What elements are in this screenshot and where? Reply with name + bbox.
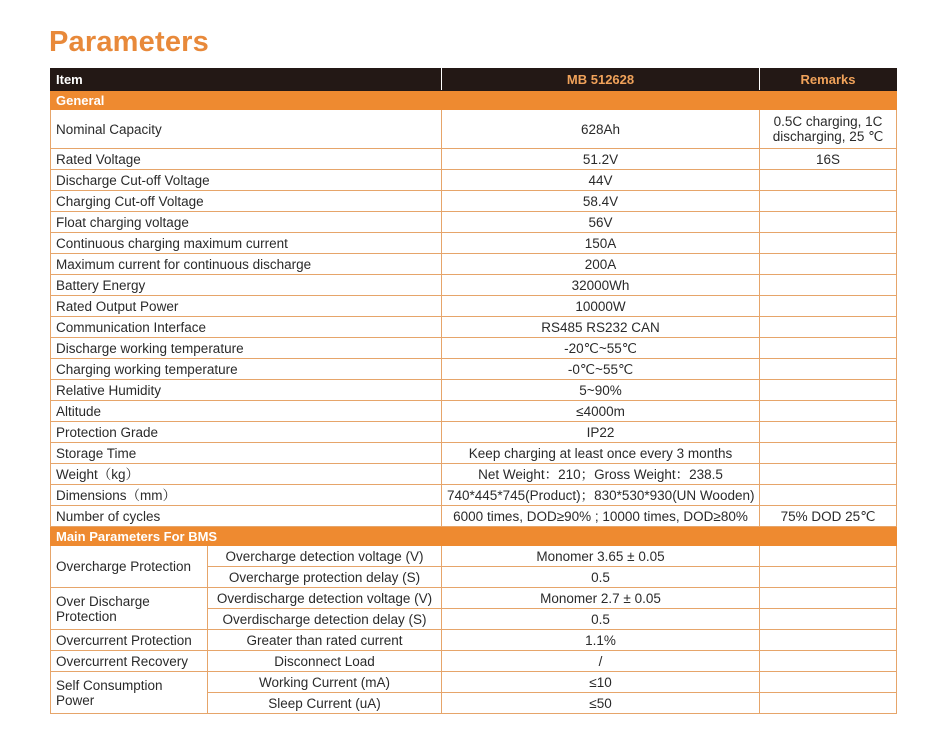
row-remark — [760, 422, 897, 443]
row-remark — [760, 191, 897, 212]
row-remark — [760, 359, 897, 380]
overcharge-remark — [760, 567, 897, 588]
row-item: Relative Humidity — [51, 380, 442, 401]
row-value: -20℃~55℃ — [442, 338, 760, 359]
row-remark — [760, 464, 897, 485]
table-row — [51, 275, 897, 296]
table-row — [51, 254, 897, 275]
table-row — [51, 443, 897, 464]
self-consumption-value: ≤10 — [442, 672, 760, 693]
row-remark — [760, 338, 897, 359]
overcurrent-protection-remark — [760, 630, 897, 651]
row-remark — [760, 317, 897, 338]
row-item: Communication Interface — [51, 317, 442, 338]
row-item: Charging Cut-off Voltage — [51, 191, 442, 212]
overdischarge-sub: Overdischarge detection delay (S) — [208, 609, 442, 630]
overcharge-value: 0.5 — [442, 567, 760, 588]
self-consumption-label: Self Consumption Power — [51, 672, 208, 714]
row-item: Dimensions（mm） — [51, 485, 442, 506]
table-row — [51, 170, 897, 191]
overcharge-sub: Overcharge protection delay (S) — [208, 567, 442, 588]
row-value: 628Ah — [442, 110, 760, 149]
row-item: Maximum current for continuous discharge — [51, 254, 442, 275]
table-row — [51, 359, 897, 380]
row-value: IP22 — [442, 422, 760, 443]
table-row — [51, 380, 897, 401]
overdischarge-value: Monomer 2.7 ± 0.05 — [442, 588, 760, 609]
overcurrent-recovery-label: Overcurrent Recovery — [51, 651, 208, 672]
row-remark — [760, 233, 897, 254]
table-row — [51, 212, 897, 233]
overcurrent-recovery-remark — [760, 651, 897, 672]
row-value: Keep charging at least once every 3 months — [442, 443, 760, 464]
table-row — [51, 588, 897, 609]
row-value: 150A — [442, 233, 760, 254]
overcharge-label: Overcharge Protection — [51, 546, 208, 588]
header-item: Item — [51, 69, 442, 91]
row-item: Rated Output Power — [51, 296, 442, 317]
header-remarks: Remarks — [760, 69, 897, 91]
section-bms-row — [51, 527, 897, 546]
overcharge-remark — [760, 546, 897, 567]
row-value: 58.4V — [442, 191, 760, 212]
overdischarge-label: Over Discharge Protection — [51, 588, 208, 630]
row-item: Battery Energy — [51, 275, 442, 296]
row-remark — [760, 401, 897, 422]
row-remark — [760, 254, 897, 275]
overcurrent-recovery-sub: Disconnect Load — [208, 651, 442, 672]
row-value: 200A — [442, 254, 760, 275]
self-consumption-value: ≤50 — [442, 693, 760, 714]
row-value: Net Weight：210；Gross Weight：238.5 — [442, 464, 760, 485]
row-item: Discharge working temperature — [51, 338, 442, 359]
table-row — [51, 401, 897, 422]
row-item: Discharge Cut-off Voltage — [51, 170, 442, 191]
header-model: MB 512628 — [442, 69, 760, 91]
row-value: 10000W — [442, 296, 760, 317]
row-remark: 0.5C charging, 1C discharging, 25 ℃ — [760, 110, 897, 149]
row-item: Protection Grade — [51, 422, 442, 443]
row-item: Continuous charging maximum current — [51, 233, 442, 254]
table-row — [51, 546, 897, 567]
table-header-row — [51, 69, 897, 91]
self-consumption-sub: Sleep Current (uA) — [208, 693, 442, 714]
row-value: 56V — [442, 212, 760, 233]
table-row — [51, 464, 897, 485]
overdischarge-remark — [760, 588, 897, 609]
row-remark — [760, 170, 897, 191]
table-row — [51, 317, 897, 338]
table-row — [51, 651, 897, 672]
table-row — [51, 296, 897, 317]
row-remark: 16S — [760, 149, 897, 170]
overdischarge-sub: Overdischarge detection voltage (V) — [208, 588, 442, 609]
table-row — [51, 191, 897, 212]
table-row — [51, 672, 897, 693]
self-consumption-remark — [760, 672, 897, 693]
row-item: Altitude — [51, 401, 442, 422]
row-value: 740*445*745(Product)；830*530*930(UN Wooden) — [442, 485, 760, 506]
row-item: Number of cycles — [51, 506, 442, 527]
table-row — [51, 233, 897, 254]
row-remark — [760, 443, 897, 464]
row-remark — [760, 275, 897, 296]
row-item: Weight（kg） — [51, 464, 442, 485]
table-row — [51, 630, 897, 651]
table-row — [51, 506, 897, 527]
row-value: ≤4000m — [442, 401, 760, 422]
overcurrent-protection-label: Overcurrent Protection — [51, 630, 208, 651]
self-consumption-sub: Working Current (mA) — [208, 672, 442, 693]
row-item: Rated Voltage — [51, 149, 442, 170]
row-item: Nominal Capacity — [51, 110, 442, 149]
table-row — [51, 338, 897, 359]
row-item: Charging working temperature — [51, 359, 442, 380]
overdischarge-value: 0.5 — [442, 609, 760, 630]
row-value: RS485 RS232 CAN — [442, 317, 760, 338]
section-bms: Main Parameters For BMS — [51, 527, 897, 546]
row-remark — [760, 380, 897, 401]
row-value: 51.2V — [442, 149, 760, 170]
row-remark — [760, 212, 897, 233]
table-row — [51, 422, 897, 443]
row-value: 6000 times, DOD≥90% ; 10000 times, DOD≥80% — [442, 506, 760, 527]
page-title: Parameters — [49, 26, 209, 58]
overcharge-sub: Overcharge detection voltage (V) — [208, 546, 442, 567]
section-general: General — [51, 91, 897, 110]
row-remark — [760, 296, 897, 317]
table-row — [51, 110, 897, 149]
row-remark: 75% DOD 25℃ — [760, 506, 897, 527]
row-remark — [760, 485, 897, 506]
row-value: 5~90% — [442, 380, 760, 401]
overdischarge-remark — [760, 609, 897, 630]
row-item: Storage Time — [51, 443, 442, 464]
row-value: -0℃~55℃ — [442, 359, 760, 380]
row-item: Float charging voltage — [51, 212, 442, 233]
overcurrent-recovery-value: / — [442, 651, 760, 672]
overcharge-value: Monomer 3.65 ± 0.05 — [442, 546, 760, 567]
parameters-table — [50, 68, 897, 714]
row-value: 32000Wh — [442, 275, 760, 296]
self-consumption-remark — [760, 693, 897, 714]
overcurrent-protection-sub: Greater than rated current — [208, 630, 442, 651]
row-value: 44V — [442, 170, 760, 191]
table-row — [51, 149, 897, 170]
overcurrent-protection-value: 1.1% — [442, 630, 760, 651]
table-row — [51, 485, 897, 506]
section-general-row — [51, 91, 897, 110]
